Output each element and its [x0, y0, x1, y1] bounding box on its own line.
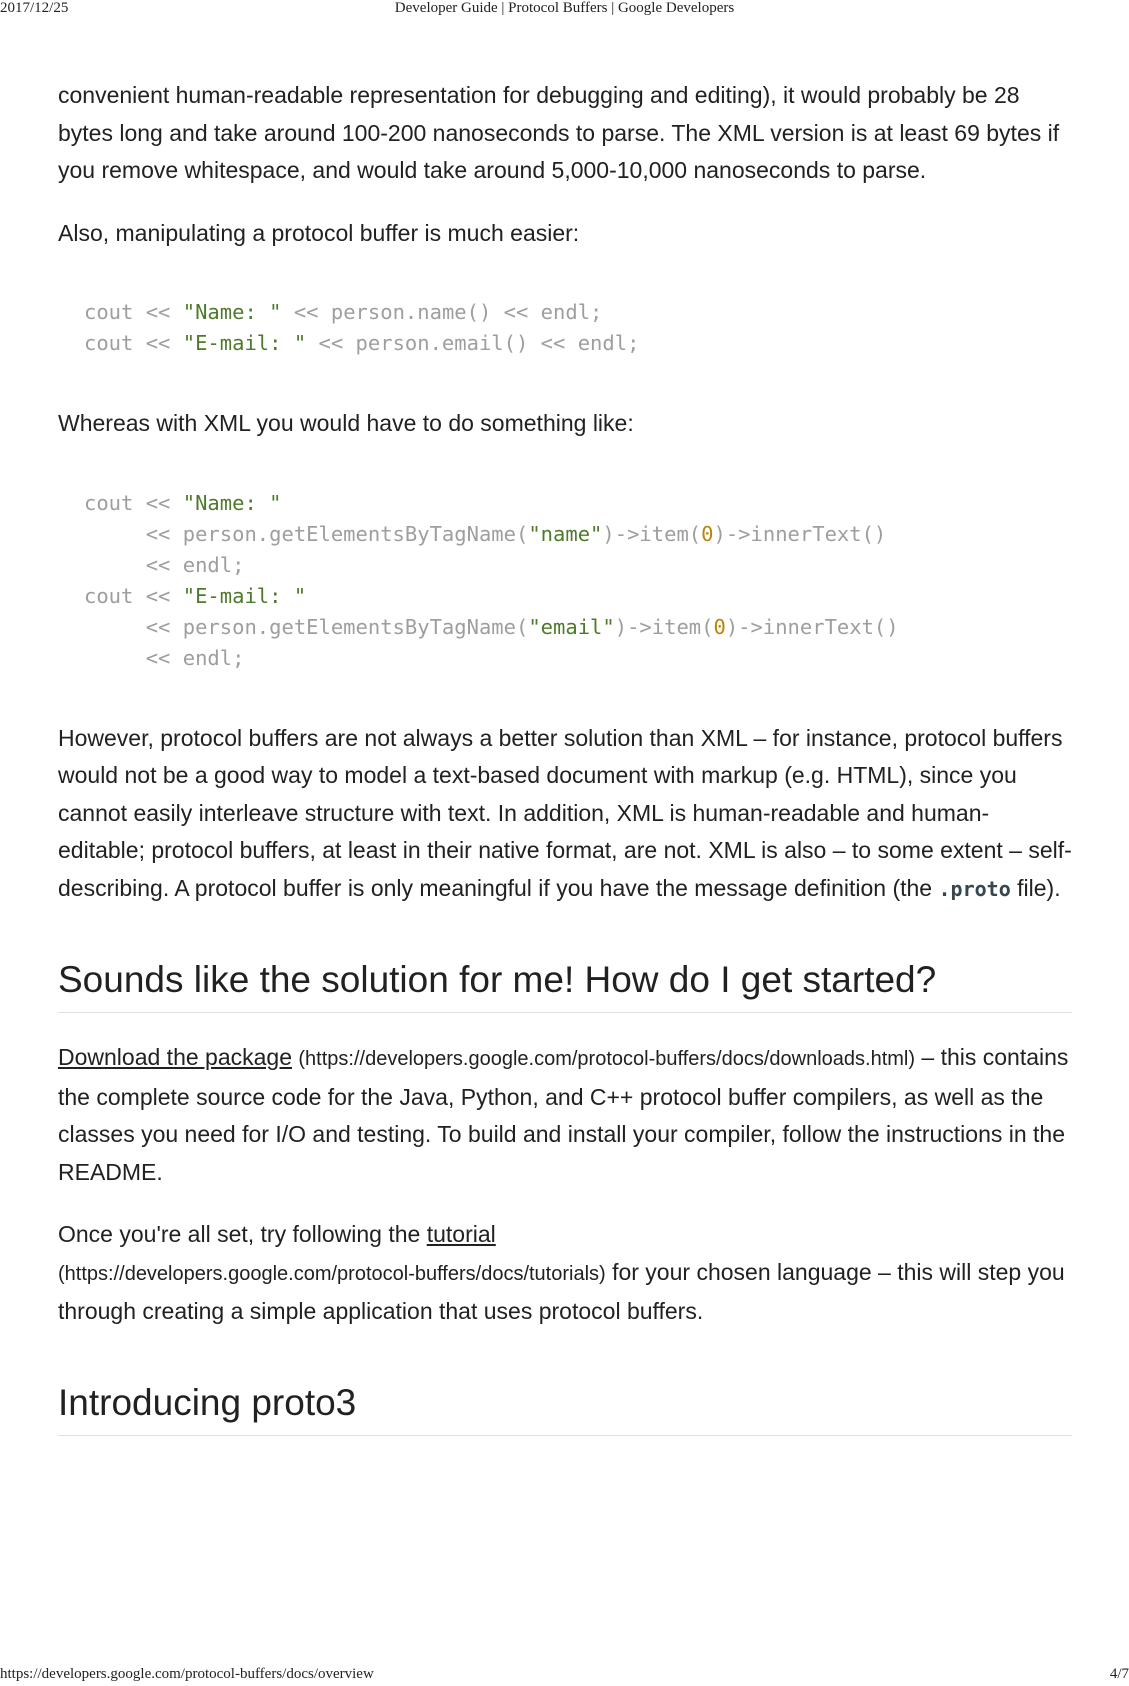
- print-page-number: 4/7: [1109, 1666, 1129, 1682]
- paragraph-tutorial: Once you're all set, try following the tutorial (https://developers.google.com/protocol-buffers/docs/tutorials) for your chosen language – this will step you through creating a simple application that uses protocol buffers.: [58, 1221, 1065, 1324]
- print-footer: [0, 1666, 1129, 1686]
- paragraph-size-comparison: convenient human-readable representation for debugging and editing), it would probably be 28 bytes long and take around 100-200 nanoseconds to parse. The XML version is at least 69 bytes if you remove whitespace, and would take around 5,000-10,000 nanoseconds to parse.: [58, 82, 1060, 183]
- tutorial-url: (https://developers.google.com/protocol-buffers/docs/tutorials): [58, 1262, 606, 1285]
- heading-introducing-proto3: Introducing proto3: [58, 1379, 1072, 1436]
- paragraph-download: Download the package (https://developers.google.com/protocol-buffers/docs/downloads.html) – this contains the complete source code for the Java, Python, and C++ protocol buffer compilers, as well as the classes you need for I/O and testing. To build and install your compiler, follow the instructions in the README.: [58, 1044, 1069, 1185]
- print-header: [0, 0, 1129, 20]
- paragraph-manipulation-intro: Also, manipulating a protocol buffer is much easier:: [58, 219, 580, 246]
- heading-get-started: Sounds like the solution for me! How do I get started?: [58, 956, 1072, 1013]
- download-package-link[interactable]: Download the package: [58, 1044, 292, 1070]
- paragraph-xml-intro: Whereas with XML you would have to do something like:: [58, 410, 634, 436]
- tutorial-link[interactable]: tutorial: [426, 1221, 496, 1247]
- proto-file-code: .proto: [938, 876, 1011, 901]
- article-content: [58, 77, 1072, 1462]
- print-page-title: Developer Guide | Protocol Buffers | Google Developers: [394, 0, 735, 16]
- code-block-xml: cout << "Name: " << person.getElementsByTagName("name")->item(0)->innerText() << endl; cout << "E-mail: " << person.getElementsByTagName("email")->item(0)->innerText() << endl;: [84, 490, 899, 670]
- paragraph-xml-comparison: However, protocol buffers are not always a better solution than XML – for instance, protocol buffers would not be a good way to model a text-based document with markup (e.g. HTML), since you cannot easily interleave structure with text. In addition, XML is human-readable and human-editable; protocol buffers, at least in their native format, are not. XML is also – to some extent – self-describing. A protocol buffer is only meaningful if you have the message definition (the .proto file).: [58, 724, 1072, 901]
- download-url: (https://developers.google.com/protocol-buffers/docs/downloads.html): [298, 1048, 916, 1070]
- code-block-protobuf: cout << "Name: " << person.name() << endl; cout << "E-mail: " << person.email() << endl;: [84, 300, 640, 355]
- print-url: https://developers.google.com/protocol-buffers/docs/overview: [0, 1666, 374, 1682]
- print-date: 2017/12/25: [0, 0, 69, 16]
